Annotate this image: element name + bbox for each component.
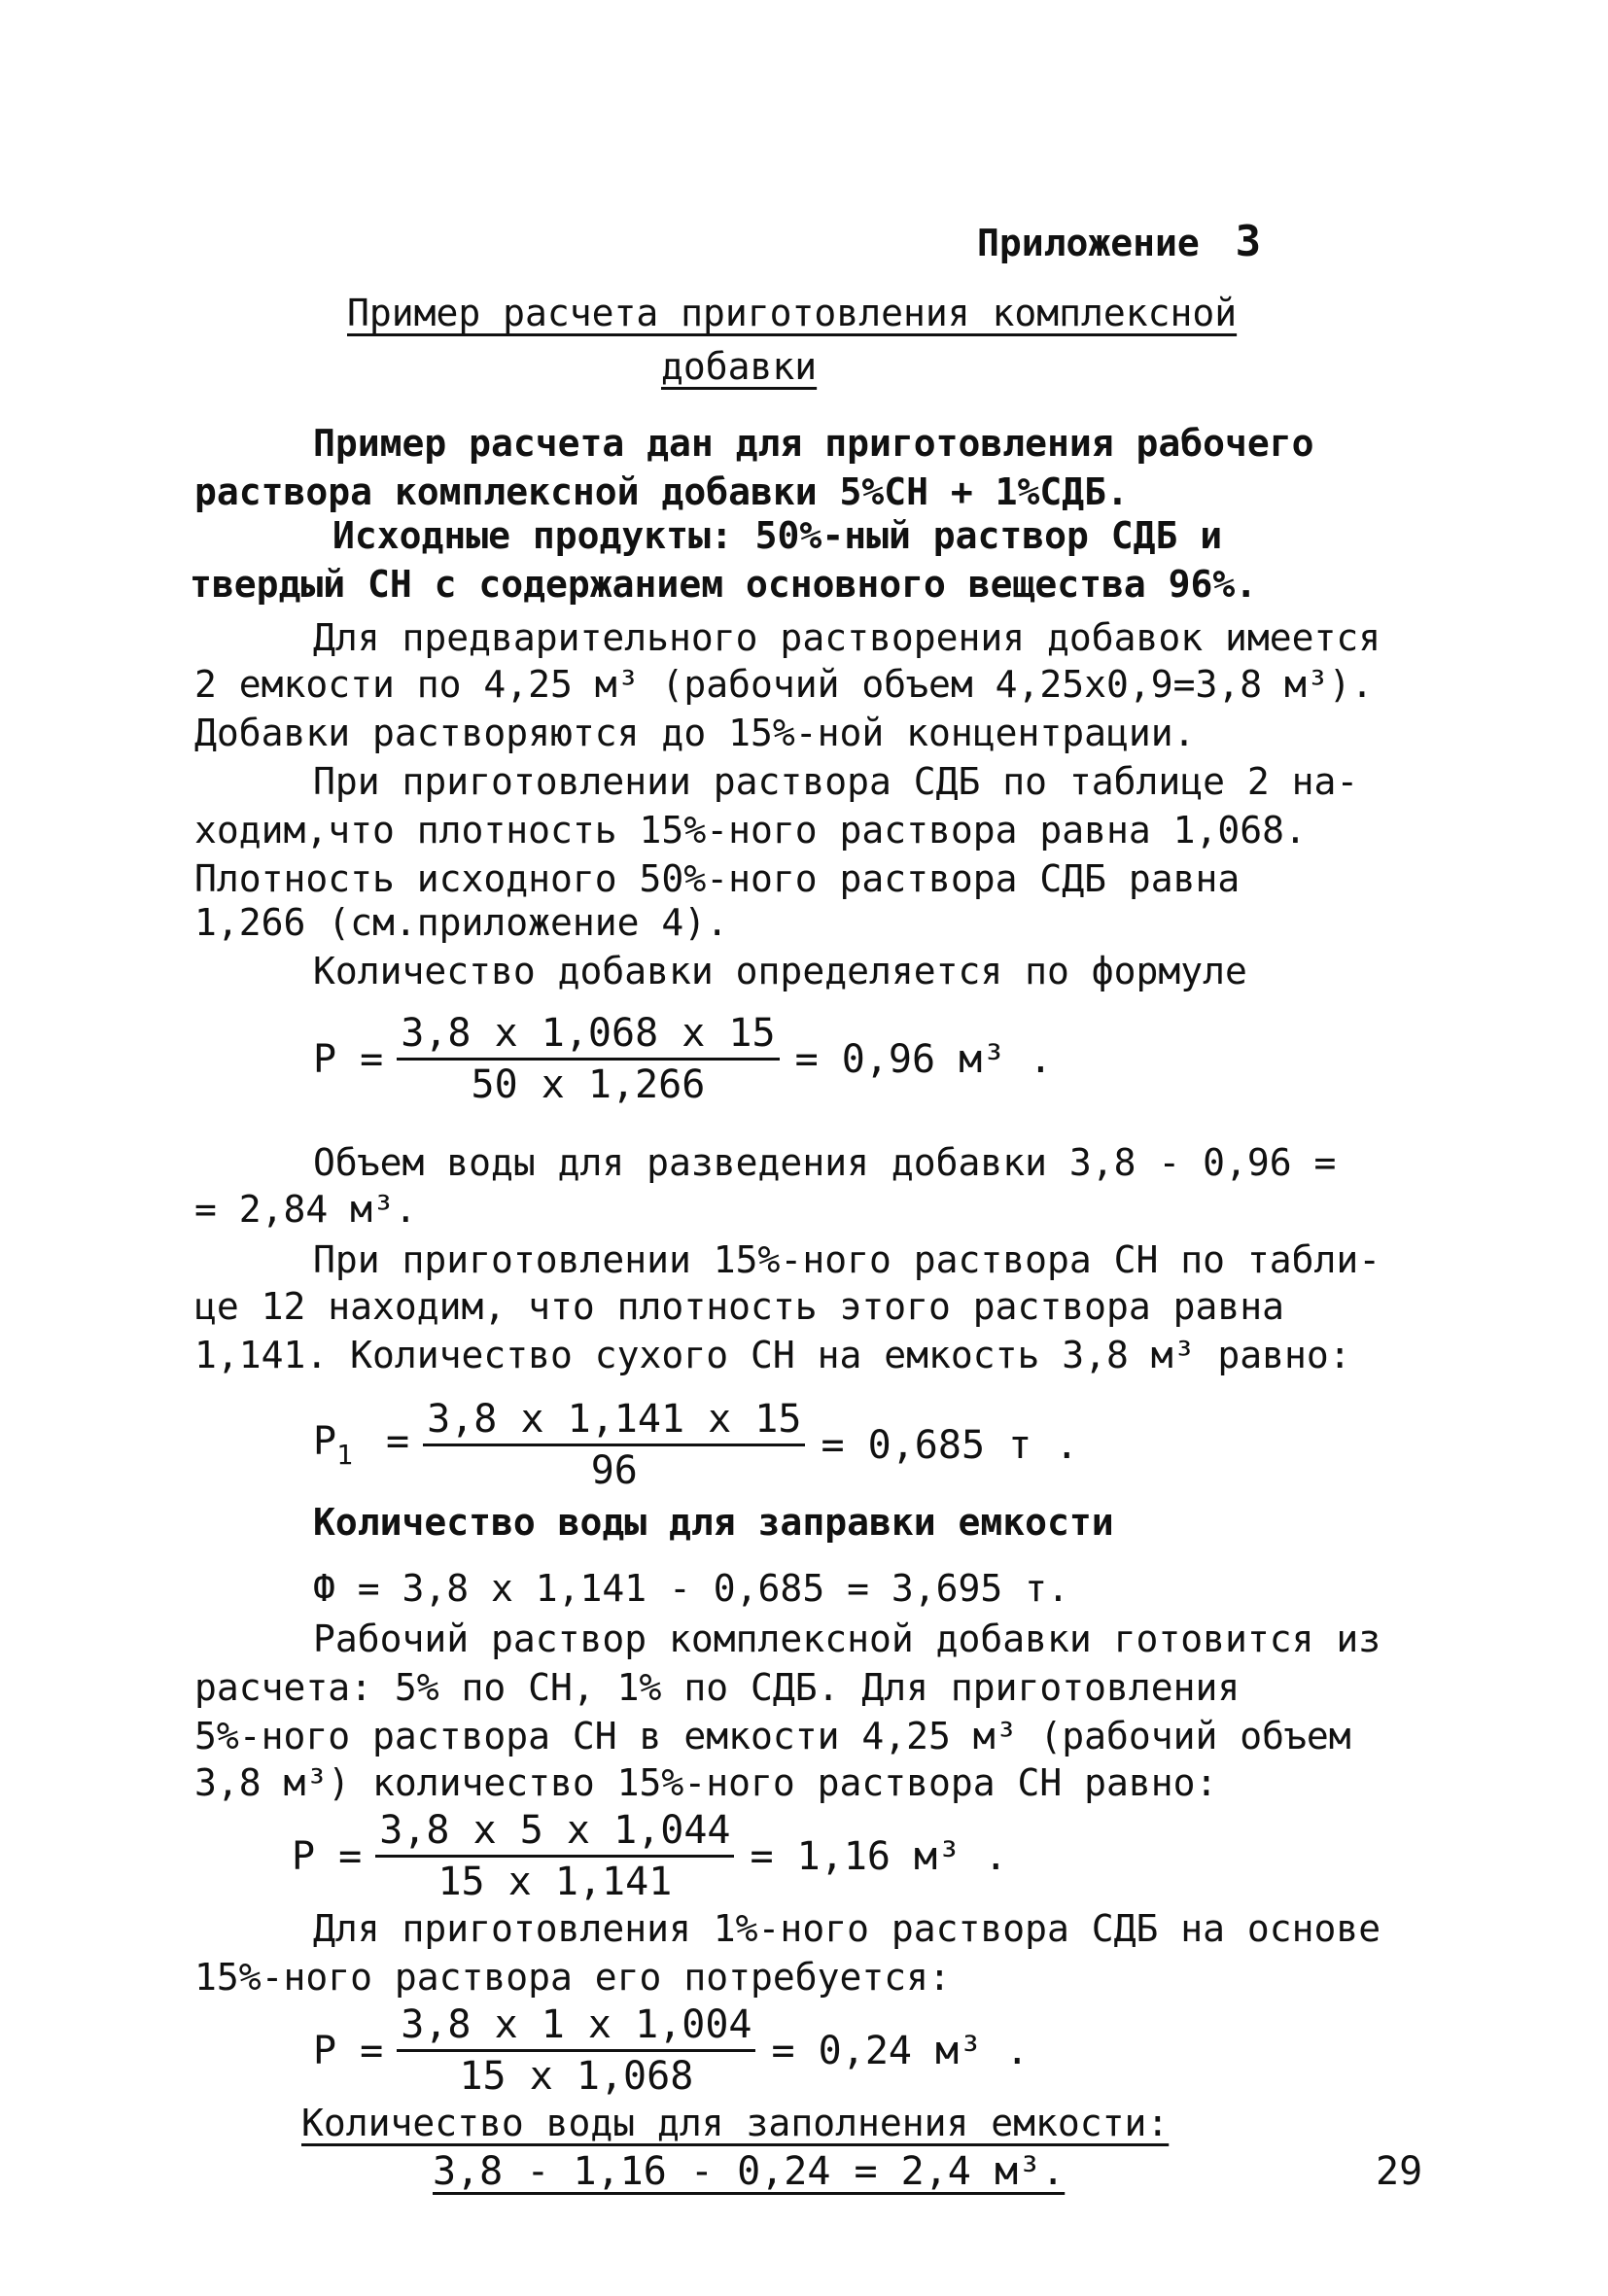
body-line-21: расчета: 5% по СН, 1% по СДБ. Для приготовления [194, 1666, 1241, 1709]
body-line-6: 2 емкости по 4,25 м³ (рабочий объем 4,25х0,9=3,8 м³). [194, 663, 1374, 706]
body-line-22: 5%-ного раствора СН в емкости 4,25 м³ (рабочий объем [194, 1715, 1351, 1757]
formula-dosage-lhs: Р = [313, 1036, 384, 1082]
body-line-9: ходим,что плотность 15%-ного раствора равна 1,068. [194, 809, 1307, 852]
body-line-20: Рабочий раствор комплексной добавки готовится из [313, 1618, 1381, 1660]
body-line-23: 3,8 м³) количество 15%-ного раствора СН равно: [194, 1761, 1218, 1804]
body-line-24: Для приготовления 1%-ного раствора СДБ на основе [313, 1907, 1381, 1950]
body-line-17: 1,141. Количество сухого СН на емкость 3,8 м³ равно: [194, 1334, 1351, 1376]
body-line-4: твердый СН с содержанием основного вещества 96%. [190, 563, 1258, 606]
formula-dry-sn [313, 1397, 1078, 1493]
formula-sdb-solution-lhs: Р = [313, 2028, 384, 2073]
document-title-line2: добавки [661, 345, 818, 388]
formula-sn-solution-lhs: Р = [292, 1833, 363, 1879]
body-line-5: Для предварительного растворения добавок имеется [313, 616, 1381, 659]
page-number: 29 [1376, 2149, 1423, 2194]
formula-sdb-solution-numerator: 3,8 х 1 х 1,004 [397, 2002, 755, 2052]
appendix-number: 3 [1235, 217, 1262, 266]
body-line-19: Ф = 3,8 х 1,141 - 0,685 = 3,695 т. [313, 1567, 1069, 1610]
formula-dry-sn-equals: = [386, 1419, 410, 1464]
formula-sn-solution [292, 1808, 1007, 1904]
formula-dosage-denominator: 50 х 1,266 [471, 1062, 706, 1107]
formula-dosage [313, 1011, 1052, 1107]
body-line-13: Объем воды для разведения добавки 3,8 - 0,96 = [313, 1141, 1337, 1184]
formula-sdb-solution-result: = 0,24 м³ . [771, 2028, 1030, 2073]
formula-sn-solution-denominator: 15 х 1,141 [437, 1860, 673, 1904]
body-line-2: раствора комплексной добавки 5%СН + 1%СДБ. [194, 470, 1129, 513]
body-line-10: Плотность исходного 50%-ного раствора СДБ равна [194, 857, 1241, 900]
formula-sdb-solution-denominator: 15 х 1,068 [459, 2054, 694, 2099]
body-line-3: Исходные продукты: 50%-ный раствор СДБ и [332, 514, 1223, 557]
formula-sn-solution-numerator: 3,8 х 5 х 1,044 [375, 1808, 734, 1858]
formula-dosage-numerator: 3,8 х 1,068 х 15 [397, 1011, 779, 1061]
body-line-8: При приготовлении раствора СДБ по таблице 2 на- [313, 760, 1359, 803]
body-line-26: Количество воды для заполнения емкости: [301, 2102, 1170, 2144]
body-line-18: Количество воды для заправки емкости [313, 1501, 1114, 1544]
body-line-16: це 12 находим, что плотность этого раствора равна [194, 1285, 1285, 1328]
formula-dry-sn-subscript: 1 [336, 1439, 353, 1471]
appendix-label: Приложение 3 [977, 217, 1262, 266]
document-title-line1: Пример расчета приготовления комплексной [347, 292, 1238, 334]
body-line-25: 15%-ного раствора его потребуется: [194, 1956, 951, 1999]
body-line-7: Добавки растворяются до 15%-ной концентрации. [194, 712, 1196, 754]
body-line-14: = 2,84 м³. [194, 1188, 417, 1231]
body-line-12: Количество добавки определяется по формуле [313, 950, 1247, 992]
formula-dry-sn-result: = 0,685 т . [821, 1422, 1079, 1468]
formula-dry-sn-numerator: 3,8 х 1,141 х 15 [423, 1397, 805, 1446]
formula-dry-sn-lhs: Р [313, 1419, 337, 1464]
formula-dosage-result: = 0,96 м³ . [794, 1036, 1053, 1082]
body-line-11: 1,266 (см.приложение 4). [194, 901, 729, 944]
body-line-1: Пример расчета дан для приготовления рабочего [313, 422, 1314, 465]
body-line-15: При приготовлении 15%-ного раствора СН по табли- [313, 1238, 1381, 1281]
formula-sn-solution-result: = 1,16 м³ . [750, 1833, 1008, 1879]
formula-dry-sn-denominator: 96 [590, 1448, 638, 1493]
body-line-27: 3,8 - 1,16 - 0,24 = 2,4 м³. [433, 2149, 1066, 2194]
formula-sdb-solution [313, 2002, 1029, 2099]
